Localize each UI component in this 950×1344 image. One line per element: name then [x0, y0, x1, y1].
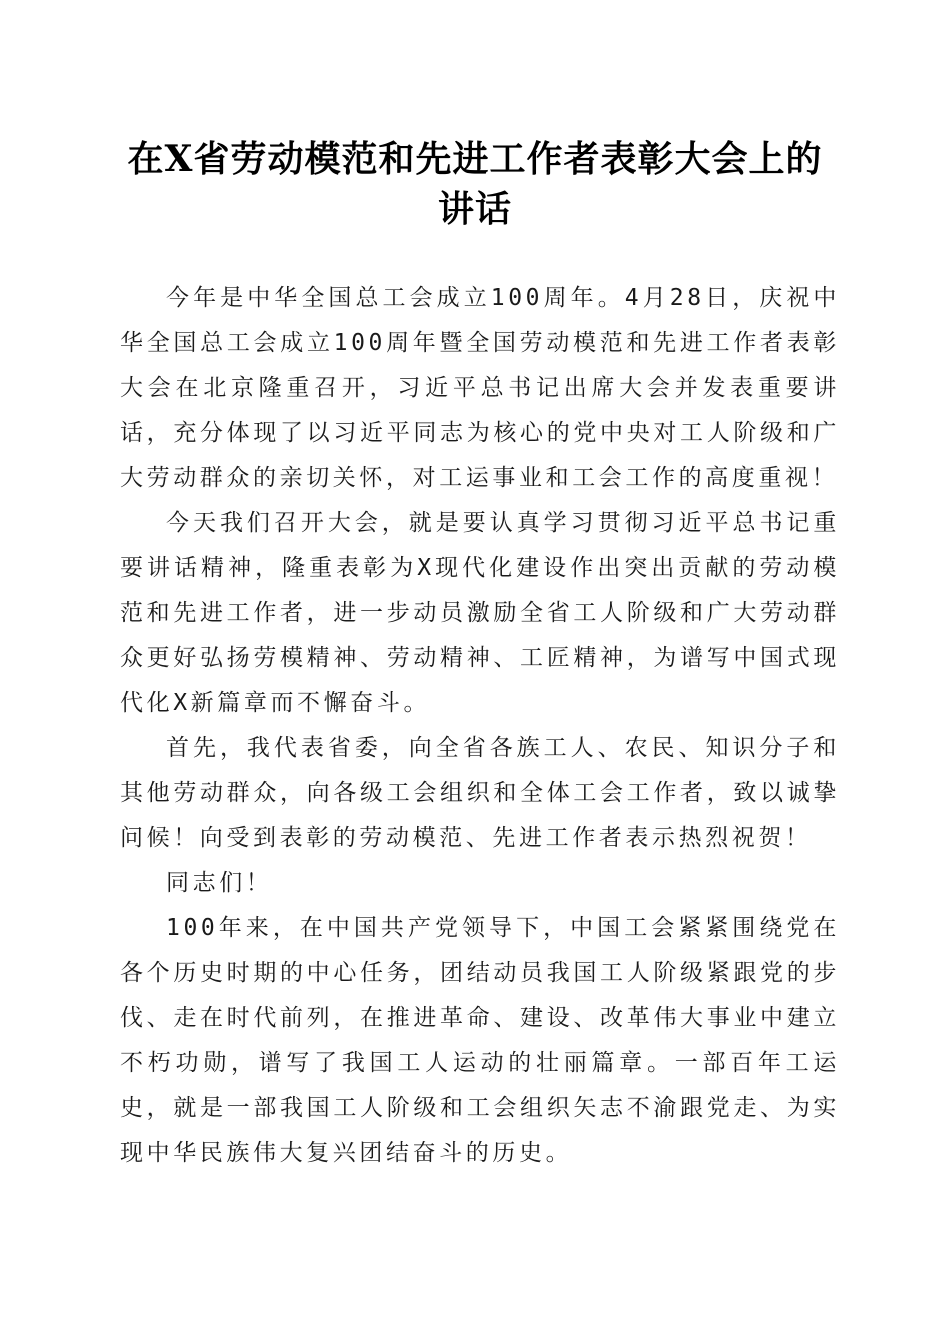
document-title-line-1: 在X省劳动模范和先进工作者表彰大会上的 — [127, 138, 823, 180]
document-body — [120, 276, 840, 1176]
document-title-line-2: 讲话 — [437, 188, 512, 230]
paragraph-2: 今天我们召开大会，就是要认真学习贯彻习近平总书记重要讲话精神，隆重表彰为X现代化建设作出突出贡献的劳动模范和先进工作者，进一步动员激励全省工人阶级和广大劳动群众更好弘扬劳模精神、劳动精神、工匠精神，为谱写中国式现代化X新篇章而不懈奋斗。 — [120, 510, 840, 716]
document-title — [110, 134, 840, 234]
paragraph-3: 首先，我代表省委，向全省各族工人、农民、知识分子和其他劳动群众，向各级工会组织和全体工会工作者，致以诚挚问候！向受到表彰的劳动模范、先进工作者表示热烈祝贺！ — [120, 735, 840, 851]
paragraph-5: 100年来，在中国共产党领导下，中国工会紧紧围绕党在各个历史时期的中心任务，团结动员我国工人阶级紧跟党的步伐、走在时代前列，在推进革命、建设、改革伟大事业中建立不朽功勋，谱写了我国工人运动的壮丽篇章。一部百年工运史，就是一部我国工人阶级和工会组织矢志不渝跟党走、为实现中华民族伟大复兴团结奋斗的历史。 — [120, 915, 840, 1166]
paragraph-1: 今年是中华全国总工会成立100周年。4月28日，庆祝中华全国总工会成立100周年暨全国劳动模范和先进工作者表彰大会在北京隆重召开，习近平总书记出席大会并发表重要讲话，充分体现了以习近平同志为核心的党中央对工人阶级和广大劳动群众的亲切关怀，对工运事业和工会工作的高度重视！ — [120, 285, 840, 491]
paragraph-4: 同志们！ — [166, 870, 273, 896]
